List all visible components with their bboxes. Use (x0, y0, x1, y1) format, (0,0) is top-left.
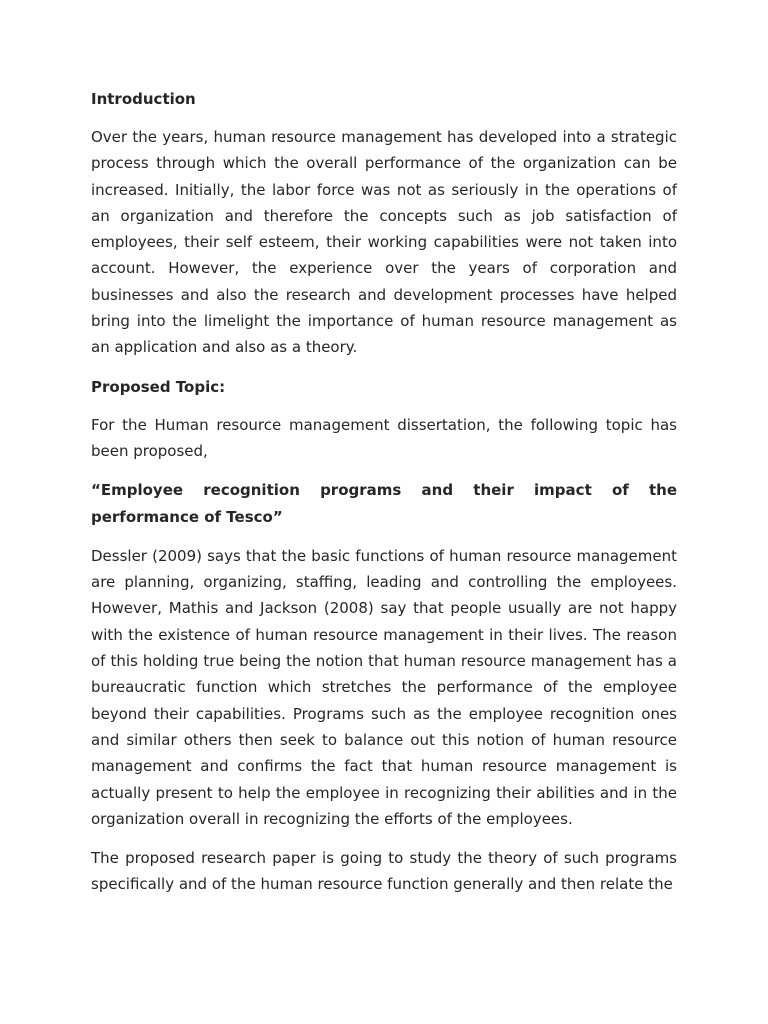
proposed-topic-paragraph: For the Human resource management dissertation, the following topic has been proposed, (91, 415, 677, 460)
document-page (91, 86, 677, 911)
body-paragraph: The proposed research paper is going to study the theory of such programs specifically and of the human resource function generally and then relate the (91, 849, 677, 894)
introduction-paragraph: Over the years, human resource management has developed into a strategic process through which the overall performance of the organization can be increased. Initially, the labor force was not as seriously in the operations of an organization and therefore the concepts such as job satisfaction of employees, their self esteem, their working capabilities were not taken into account. However, the experience over the years of corporation and businesses and also the research and development processes have helped bring into the limelight the importance of human resource management as an application and also as a theory. (91, 128, 677, 357)
introduction-heading: Introduction (91, 90, 196, 108)
proposed-topic-heading: Proposed Topic: (91, 377, 226, 396)
body-paragraph: Dessler (2009) says that the basic functions of human resource management are planning, organizing, staffing, leading and controlling the employees. However, Mathis and Jackson (2008) say that people usually are not happy with the existence of human resource management in their lives. The reason of this holding true being the notion that human resource management has a bureaucratic function which stretches the performance of the employee beyond their capabilities. Programs such as the employee recognition ones and similar others then seek to balance out this notion of human resource management and confirms the fact that human resource management is actually present to help the employee in recognizing their abilities and in the organization overall in recognizing the efforts of the employees. (91, 546, 677, 828)
proposed-topic-title: “Employee recognition programs and their impact of the performance of Tesco” (91, 481, 677, 526)
